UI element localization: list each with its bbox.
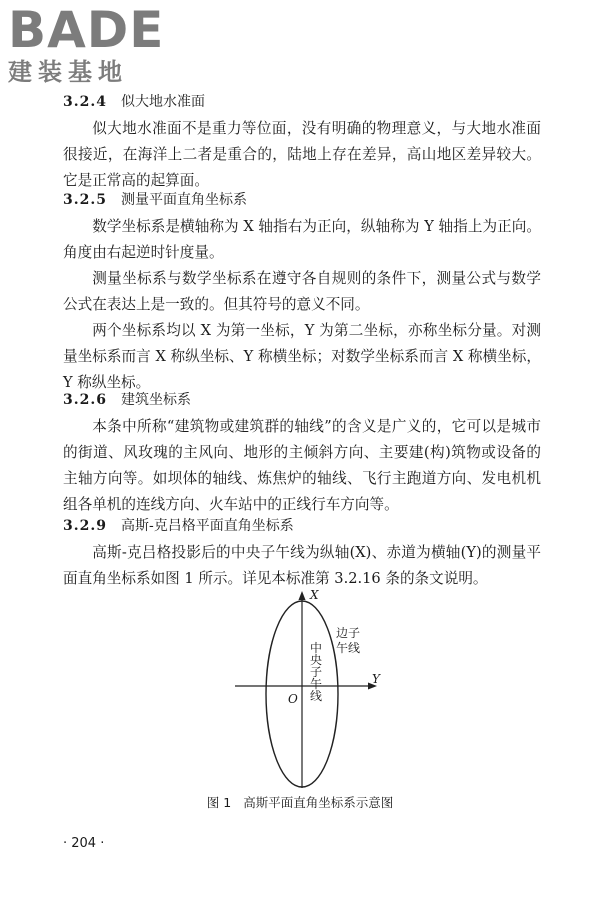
section-title: 建筑坐标系	[120, 392, 191, 408]
x-axis-arrow	[299, 591, 306, 600]
bade-logo	[8, 1, 165, 86]
paragraph: 似大地水准面不是重力等位面，没有明确的物理意义，与大地水准面很接近，在海洋上二者是重合的，陆地上存在差异，高山地区差异较大。它是正常高的起算面。	[63, 120, 541, 189]
section-number: 3.2.5	[63, 192, 107, 208]
section-number: 3.2.4	[63, 94, 107, 110]
central-meridian-label: 中央子午线	[310, 641, 323, 703]
figure-caption-text: 高斯平面直角坐标系示意图	[243, 795, 394, 810]
page-number: · 204 ·	[63, 836, 105, 851]
logo-subtitle: 建装基地	[8, 58, 128, 86]
logo-wordmark: BADE	[8, 1, 165, 59]
paragraph: 高斯-克吕格投影后的中央子午线为纵轴(X)、赤道为横轴(Y)的测量平面直角坐标系如图 1 所示。详见本标准第 3.2.16 条的条文说明。	[63, 544, 541, 587]
paragraph: 本条中所称“建筑物或建筑群的轴线”的含义是广义的，它可以是城市的街道、风玫瑰的主风向、地形的主倾斜方向、主要建(构)筑物或设备的主轴方向等。如坝体的轴线、炼焦炉的轴线、飞行主跑道方向、发电机机组各单机的连线方向、火车站中的正线行车方向等。	[63, 418, 541, 513]
origin-label: O	[288, 692, 298, 706]
section-heading-3-2-6	[63, 390, 191, 410]
section-title: 似大地水准面	[120, 94, 205, 110]
gauss-kruger-diagram	[230, 588, 390, 793]
section-title: 高斯-克吕格平面直角坐标系	[120, 518, 294, 534]
paragraph: 两个坐标系均以 X 为第一坐标，Y 为第二坐标，亦称坐标分量。对测量坐标系而言 X 称纵坐标、Y 称横坐标；对数学坐标系而言 X 称横坐标，Y 称纵坐标。	[63, 322, 541, 391]
figure-caption	[0, 794, 600, 812]
x-axis-label: X	[310, 588, 319, 602]
paragraph: 测量坐标系与数学坐标系在遵守各自规则的条件下，测量公式与数学公式在表达上是一致的。但其符号的意义不同。	[63, 270, 541, 313]
figure-number: 图 1	[206, 795, 232, 810]
section-number: 3.2.9	[63, 518, 107, 534]
boundary-meridian-label: 边子午线	[336, 626, 361, 655]
paragraph: 数学坐标系是横轴称为 X 轴指右为正向，纵轴称为 Y 轴指上为正向。角度由右起逆时针度量。	[63, 218, 541, 261]
section-heading-3-2-4	[63, 92, 205, 112]
section-heading-3-2-9	[63, 516, 294, 536]
y-axis-label: Y	[372, 672, 380, 686]
section-heading-3-2-5	[63, 190, 247, 210]
section-number: 3.2.6	[63, 392, 107, 408]
section-title: 测量平面直角坐标系	[120, 192, 247, 208]
